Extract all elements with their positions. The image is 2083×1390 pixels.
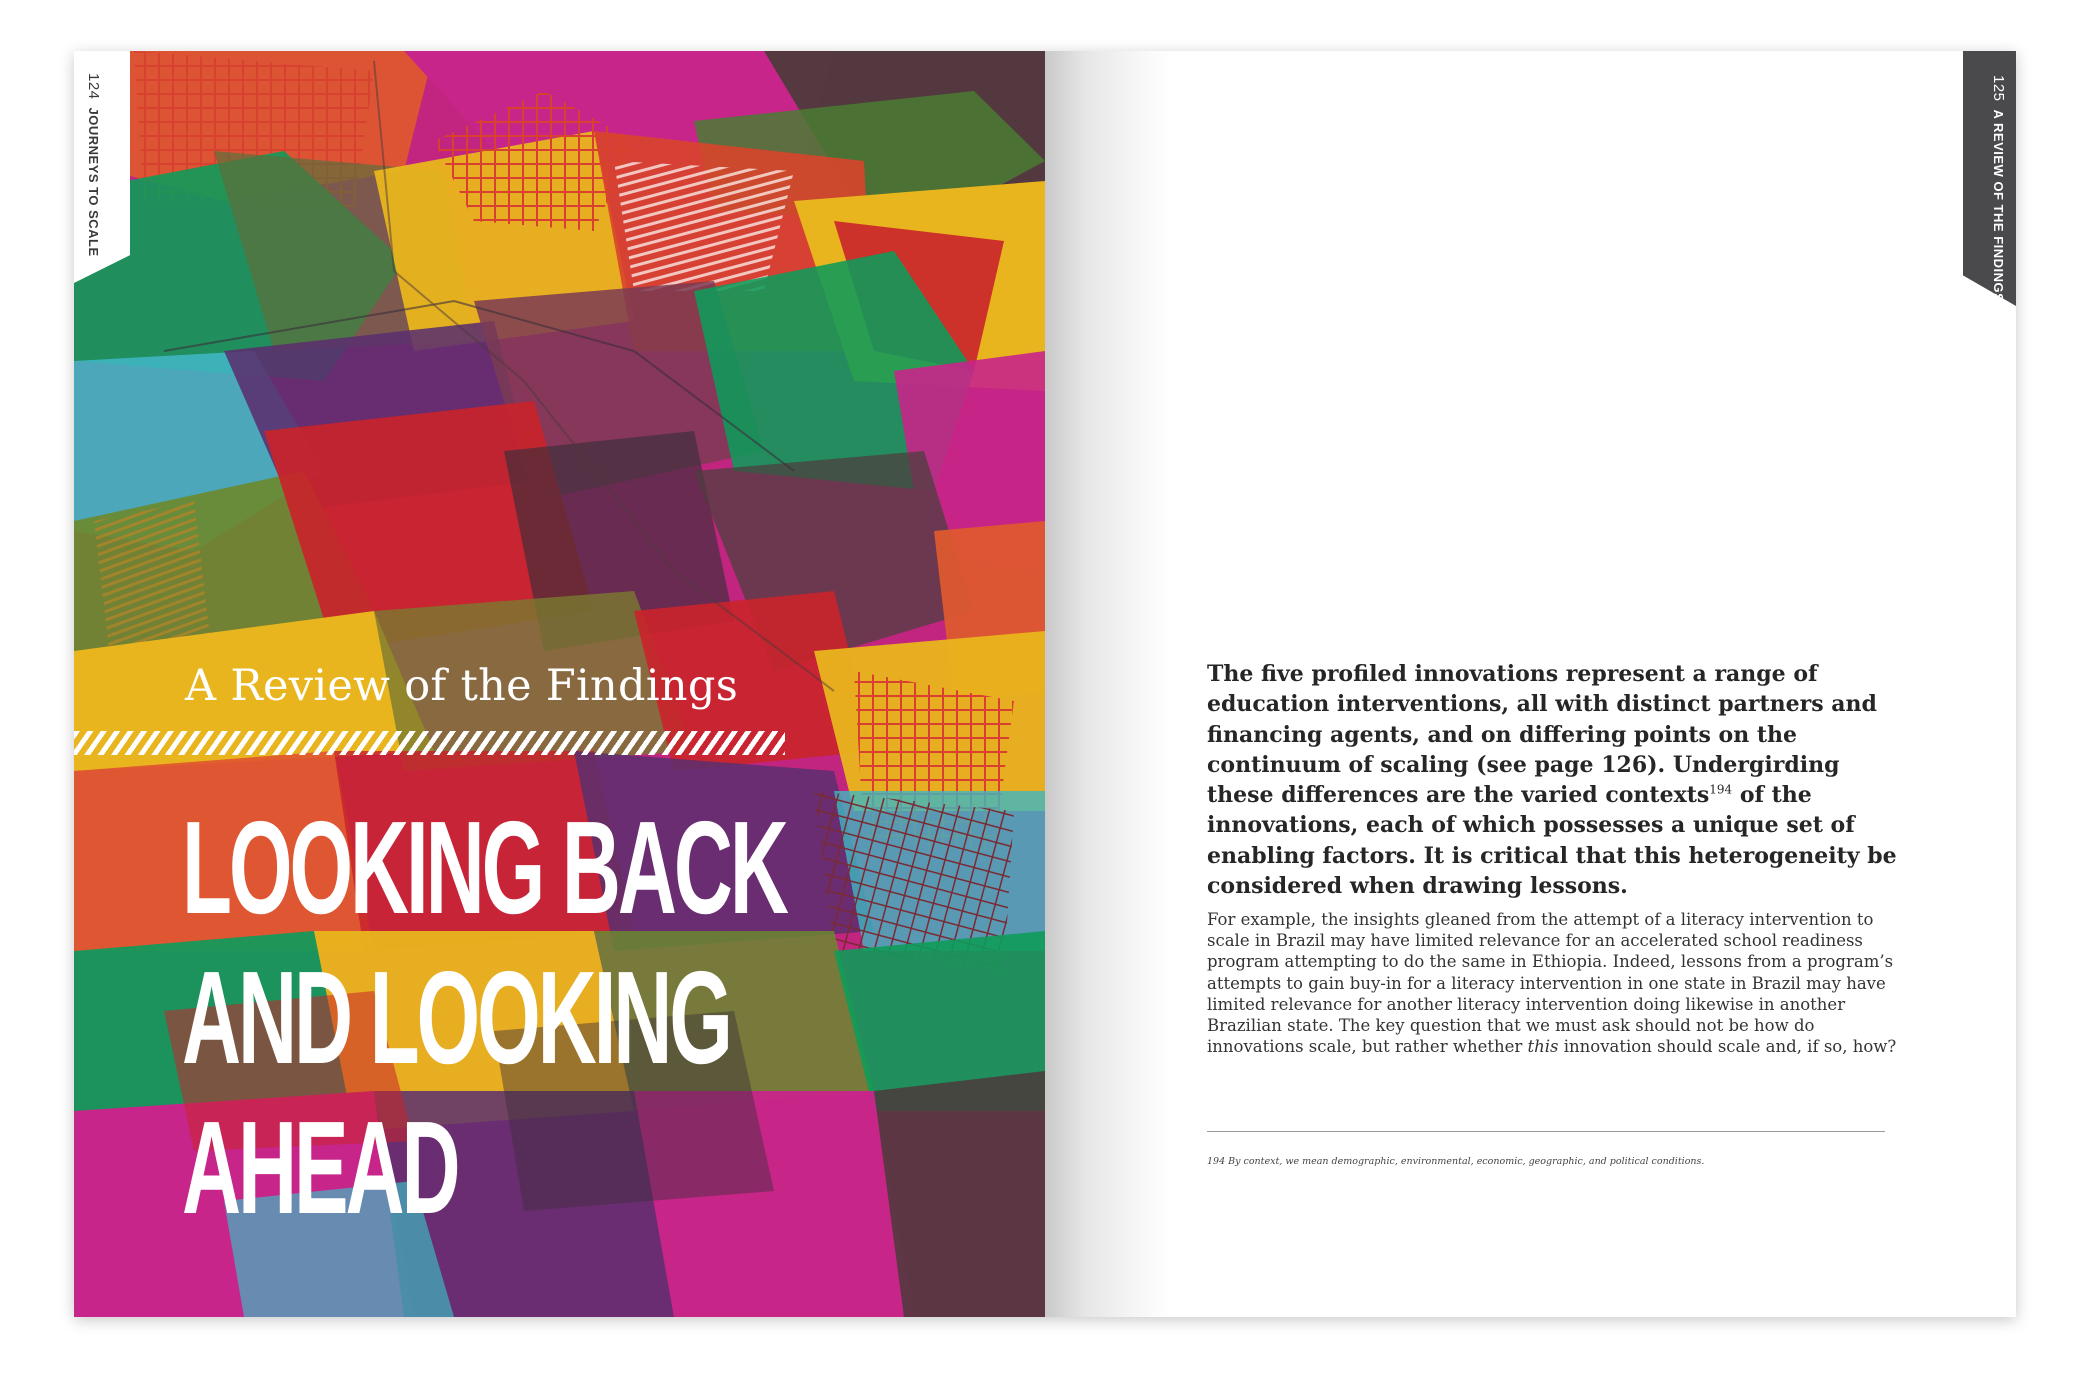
book-spread xyxy=(74,51,2016,1317)
right-running-header xyxy=(1991,75,2007,302)
footnote: 194 By context, we mean demographic, environmental, economic, geographic, and political conditions. xyxy=(1207,1156,1705,1167)
right-page-number: 125 xyxy=(1990,75,2007,102)
left-page-number: 124 xyxy=(85,73,102,100)
body-paragraph xyxy=(1207,909,1897,1057)
left-running-header-tab xyxy=(74,51,130,283)
left-running-title: JOURNEYS TO SCALE xyxy=(86,107,101,257)
body-text-end: innovation should scale and, if so, how? xyxy=(1558,1037,1897,1057)
lead-text-start: The five profiled innovations represent a range of education interventions, all with distinct partners and financing agents, and on differing points on the continuum of scaling (see page 126). Undergirding these differences are the varied contexts xyxy=(1207,661,1877,809)
chapter-subtitle: A Review of the Findings xyxy=(185,661,739,711)
body-text-start: For example, the insights gleaned from the attempt of a literacy intervention to scale in Brazil may have limited relevance for an accelerated school readiness program attempting to do the same in Ethiopia. Indeed, lessons from a program’s attempts to gain buy-in for a literacy intervention in one state in Brazil may have limited relevance for another literacy intervention doing likewise in another Brazilian state. The key question that we must ask should not be how do innovations scale, but rather whether xyxy=(1207,910,1894,1057)
body-emphasis: this xyxy=(1527,1037,1559,1057)
footnote-divider xyxy=(1207,1131,1885,1132)
right-running-title: A REVIEW OF THE FINDINGS xyxy=(1991,109,2006,303)
chapter-title-line-3: AHEAD xyxy=(182,1094,458,1241)
lead-text-end: of the innovations, each of which possesses a unique set of enabling factors. It is critical that this heterogeneity be considered when drawing lessons. xyxy=(1207,782,1897,900)
left-page xyxy=(74,51,1045,1317)
chapter-title xyxy=(182,793,1045,1243)
right-page xyxy=(1045,51,2016,1317)
chapter-title-line-1: LOOKING BACK xyxy=(182,794,786,941)
footnote-reference: 194 xyxy=(1709,782,1733,797)
lead-paragraph xyxy=(1207,659,1897,901)
chapter-title-line-2: AND LOOKING xyxy=(182,944,730,1091)
hatched-divider xyxy=(74,731,785,755)
left-running-header xyxy=(85,73,102,257)
